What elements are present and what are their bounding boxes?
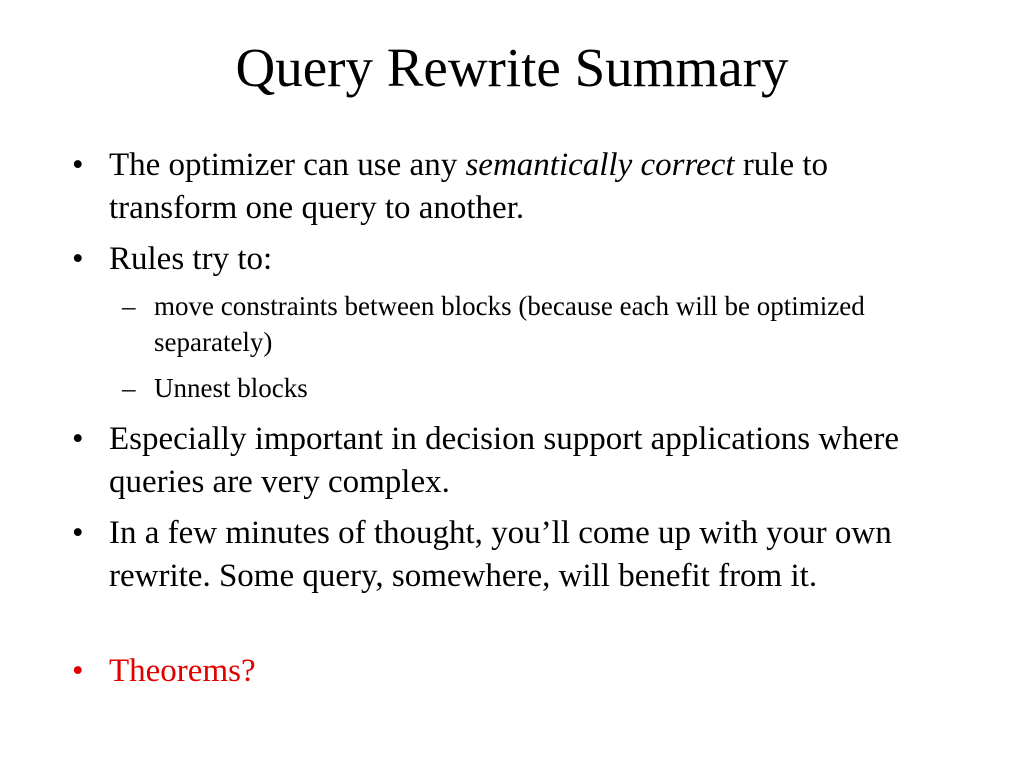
bullet-text-start: The optimizer can use any <box>109 147 466 183</box>
sub-bullet-text: Unnest blocks <box>154 373 308 403</box>
sub-bullet-item <box>122 288 922 360</box>
bullet-text: In a few minutes of thought, you’ll come up with your own rewrite. Some query, somewhere, will benefit from it. <box>109 515 892 594</box>
bullet-item <box>72 144 912 230</box>
sub-bullet-marker: – <box>122 373 136 403</box>
bullet-item <box>72 418 912 504</box>
bullet-item <box>72 512 912 598</box>
bullet-marker: • <box>72 515 84 551</box>
bullet-item <box>72 238 912 281</box>
bullet-marker: • <box>72 421 84 457</box>
bullet-marker: • <box>72 147 84 183</box>
sub-bullet-item <box>122 370 922 406</box>
bullet-text-end: rule to transform one query to another. <box>109 147 829 226</box>
bullet-marker: • <box>72 241 84 277</box>
bullet-text-emphasis: semantically correct <box>465 147 735 183</box>
bullet-item-highlighted <box>72 650 912 693</box>
bullet-text: Theorems? <box>109 653 256 689</box>
bullet-text <box>109 144 912 230</box>
sub-bullet-marker: – <box>122 291 136 321</box>
bullet-text: Rules try to: <box>109 241 273 277</box>
bullet-marker: • <box>72 653 84 689</box>
sub-bullet-text: move constraints between blocks (because each will be optimized separately) <box>154 291 865 357</box>
bullet-text: Especially important in decision support applications where queries are very complex. <box>109 421 899 500</box>
slide-title: Query Rewrite Summary <box>235 37 789 98</box>
